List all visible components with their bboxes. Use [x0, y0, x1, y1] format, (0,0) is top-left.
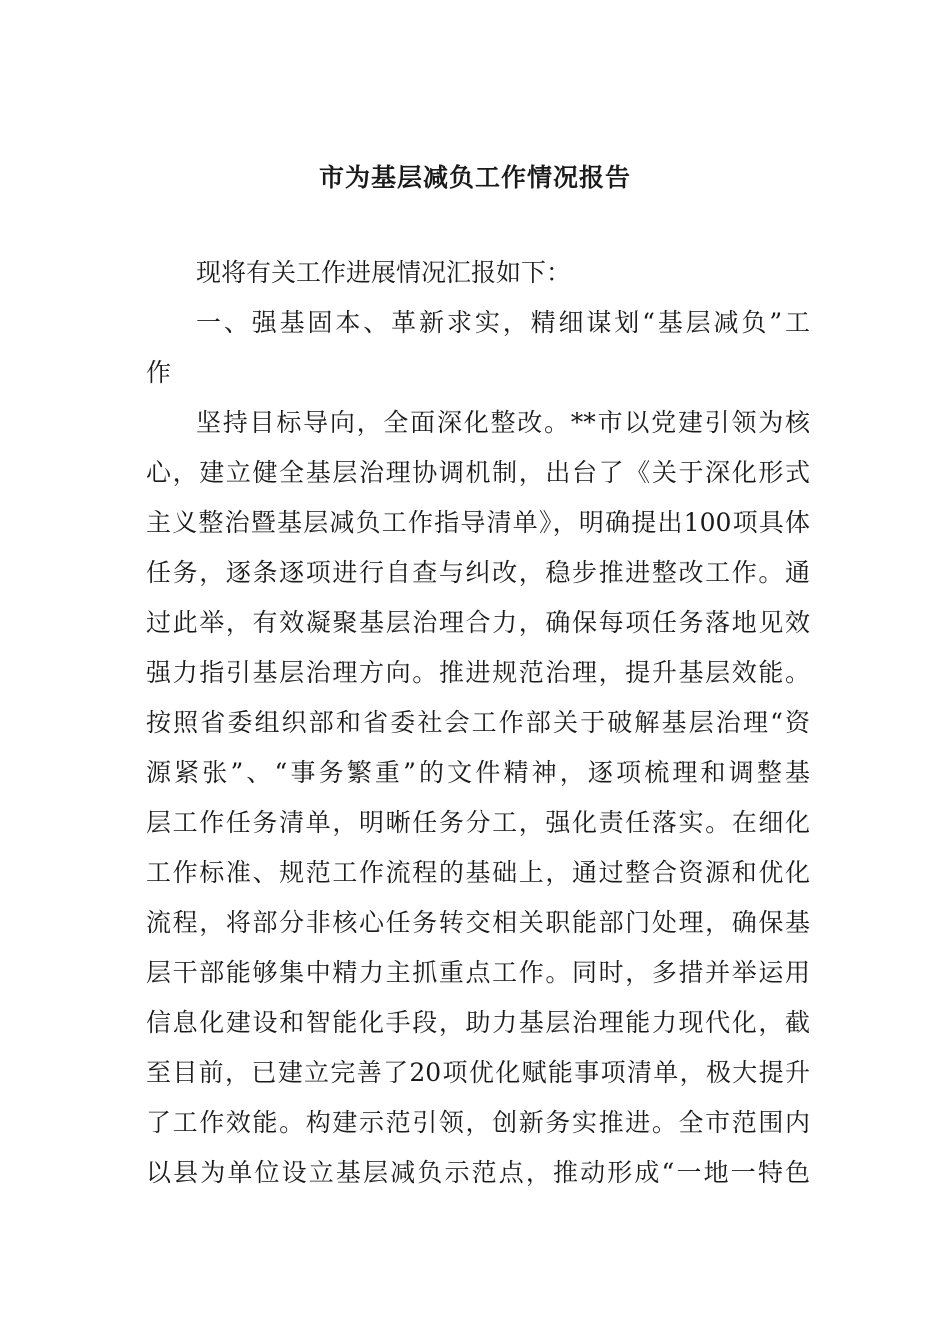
text-line: 至目前，已建立完善了20项优化赋能事项清单，极大提升: [146, 1058, 810, 1087]
text-line: 信息化建设和智能化手段，助力基层治理能力现代化，截: [146, 1008, 810, 1037]
text-line: 一、强基固本、革新求实，精细谋划“基层减负”工: [196, 308, 810, 337]
text-line: 层干部能够集中精力主抓重点工作。同时，多措并举运用: [146, 958, 810, 987]
text-line: 强力指引基层治理方向。推进规范治理，提升基层效能。: [146, 658, 810, 687]
document-body: [146, 248, 810, 1198]
text-line: 现将有关工作进展情况汇报如下：: [196, 258, 572, 287]
text-line: 以县为单位设立基层减负示范点，推动形成“一地一特色: [146, 1158, 810, 1187]
text-line: 流程，将部分非核心任务转交相关职能部门处理，确保基: [146, 908, 810, 937]
text-line: 任务，逐条逐项进行自查与纠改，稳步推进整改工作。通: [146, 558, 810, 587]
text-line: 心，建立健全基层治理协调机制，出台了《关于深化形式: [146, 458, 810, 487]
text-line: 工作标准、规范工作流程的基础上，通过整合资源和优化: [146, 858, 810, 887]
text-line: 主义整治暨基层减负工作指导清单》，明确提出100项具体: [146, 508, 810, 537]
text-line: 作: [146, 358, 172, 387]
text-line: 源紧张”、“事务繁重”的文件精神，逐项梳理和调整基: [146, 758, 810, 787]
document-title: 市为基层减负工作情况报告: [318, 163, 631, 192]
text-line: 过此举，有效凝聚基层治理合力，确保每项任务落地见效: [146, 608, 810, 637]
text-line: 按照省委组织部和省委社会工作部关于破解基层治理“资: [146, 708, 810, 737]
text-line: 层工作任务清单，明晰任务分工，强化责任落实。在细化: [146, 808, 810, 837]
text-line: 坚持目标导向，全面深化整改。**市以党建引领为核: [196, 408, 810, 437]
text-line: 了工作效能。构建示范引领，创新务实推进。全市范围内: [146, 1108, 810, 1137]
